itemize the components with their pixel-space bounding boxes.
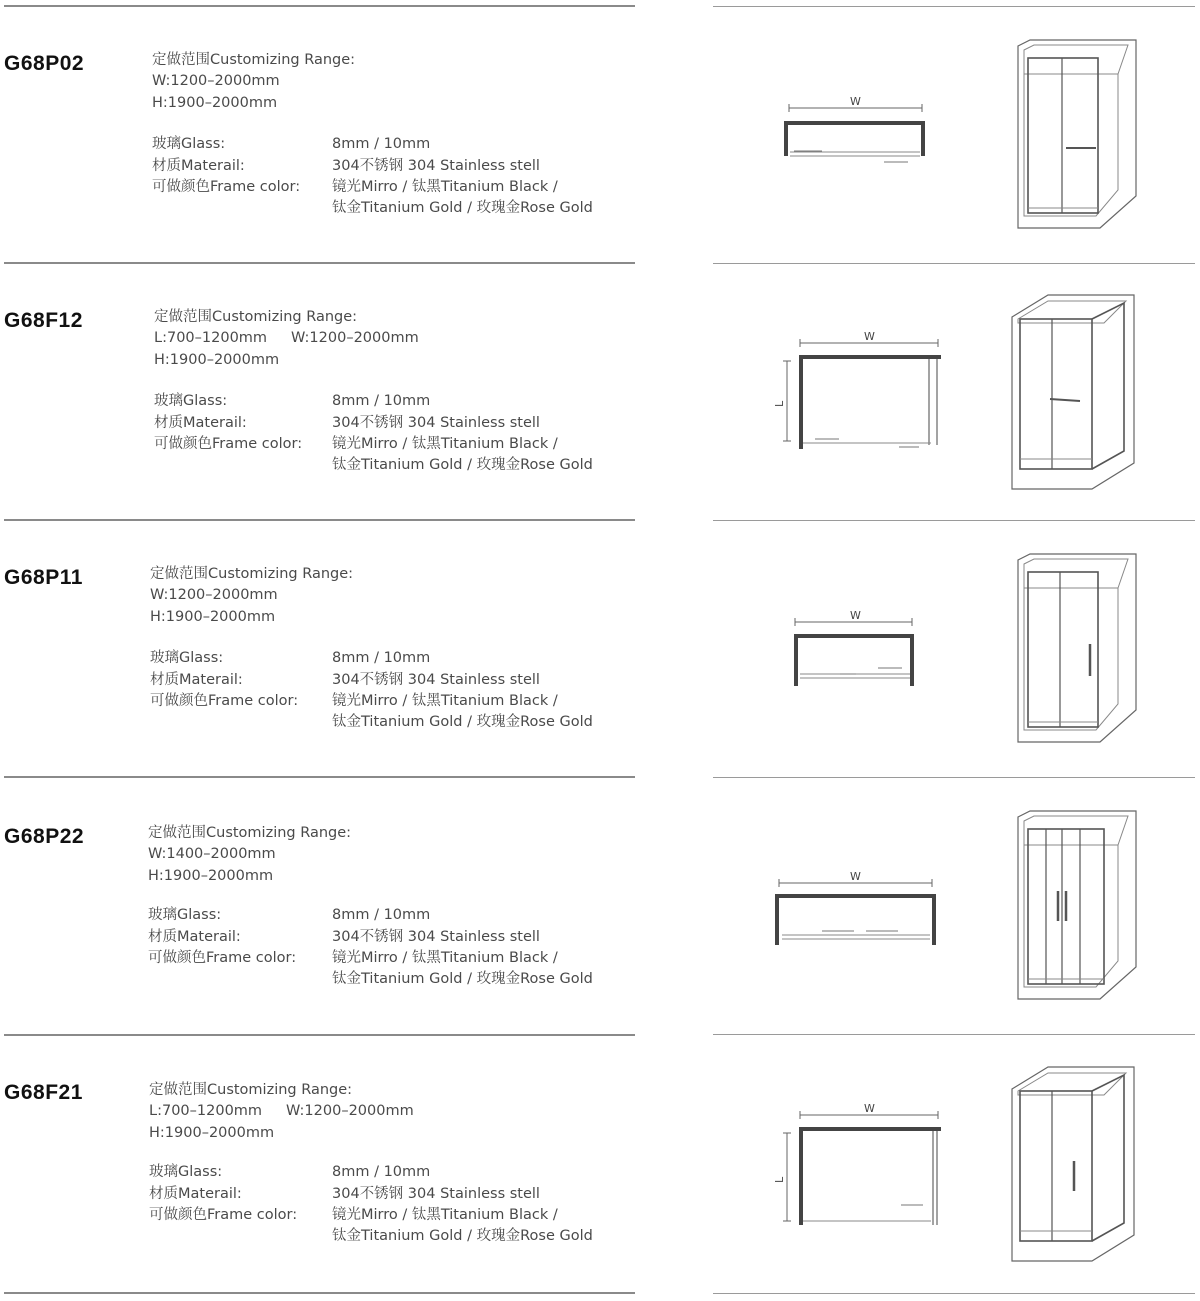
- glass-label: 玻璃Glass:: [149, 1164, 223, 1181]
- color-label: 可做颜色Frame color:: [148, 949, 297, 966]
- enclosure-3d-diagram: [1010, 552, 1140, 747]
- width-range: W:1200–2000mm: [291, 330, 419, 347]
- spec-block: [148, 823, 593, 991]
- color-value: 钛金Titanium Gold / 玫瑰金Rose Gold: [332, 457, 593, 474]
- color-value: 钛金Titanium Gold / 玫瑰金Rose Gold: [332, 714, 593, 731]
- height-range: H:1900–2000mm: [152, 94, 278, 111]
- spacer: [150, 628, 353, 648]
- length-width-range: [154, 328, 419, 349]
- material-value: 304不锈钢 304 Stainless stell: [332, 671, 540, 688]
- product-code: G68F12: [4, 309, 83, 332]
- width-range: W:1200–2000mm: [150, 587, 278, 604]
- plan-w-label: W: [850, 870, 861, 883]
- enclosure-3d-diagram: [1008, 293, 1143, 493]
- glass-value: 8mm / 10mm: [332, 1164, 431, 1181]
- glass-label: 玻璃Glass:: [150, 650, 224, 667]
- spacer: [148, 887, 351, 905]
- plan-w-label: W: [864, 330, 875, 343]
- material-value: 304不锈钢 304 Stainless stell: [332, 928, 540, 945]
- plan-w-label: W: [850, 609, 861, 622]
- height-range: H:1900–2000mm: [150, 608, 276, 625]
- color-value: 镜光Mirro / 钛黑Titanium Black /: [332, 1206, 558, 1223]
- plan-l-label: L: [773, 400, 786, 407]
- color-label: 可做颜色Frame color:: [149, 1206, 298, 1223]
- color-value: 钛金Titanium Gold / 玫瑰金Rose Gold: [332, 200, 593, 217]
- plan-view-diagram: [790, 608, 920, 688]
- row-divider-left: [4, 1292, 635, 1294]
- product-row-g68f21: [0, 1035, 1200, 1292]
- product-code: G68F21: [4, 1081, 83, 1104]
- color-row: [149, 1205, 558, 1226]
- glass-label: 玻璃Glass:: [152, 136, 226, 153]
- glass-value: 8mm / 10mm: [332, 136, 431, 153]
- color-value: 镜光Mirro / 钛黑Titanium Black /: [332, 178, 558, 195]
- color-value: 镜光Mirro / 钛黑Titanium Black /: [332, 949, 558, 966]
- material-label: 材质Materail:: [148, 928, 241, 945]
- plan-view-diagram: [765, 329, 945, 459]
- spec-block: [149, 1080, 593, 1248]
- spec-block: [154, 307, 593, 477]
- product-code: G68P22: [4, 825, 85, 848]
- color-label: 可做颜色Frame color:: [152, 178, 301, 195]
- color-row: [150, 691, 558, 712]
- color-row-2: [148, 969, 593, 990]
- glass-row: [152, 134, 431, 155]
- glass-row: [154, 391, 431, 412]
- material-value: 304不锈钢 304 Stainless stell: [332, 1185, 540, 1202]
- color-row: [154, 434, 558, 455]
- width-range: W:1400–2000mm: [148, 846, 276, 863]
- range-label: 定做范围Customizing Range:: [150, 566, 354, 582]
- length-range: L:700–1200mm: [154, 330, 268, 347]
- length-width-range: [149, 1101, 414, 1122]
- spacer: [149, 1144, 414, 1162]
- color-value: 钛金Titanium Gold / 玫瑰金Rose Gold: [332, 1228, 593, 1245]
- product-row-g68p22: [0, 777, 1200, 1034]
- color-row-2: [150, 712, 593, 733]
- product-row-g68p11: [0, 520, 1200, 777]
- spacer: [154, 371, 419, 391]
- range-label: 定做范围Customizing Range:: [154, 309, 358, 325]
- color-label: 可做颜色Frame color:: [154, 435, 303, 452]
- material-label: 材质Materail:: [150, 671, 243, 688]
- row-divider-right: [713, 1293, 1195, 1294]
- enclosure-3d-diagram: [1008, 1065, 1143, 1265]
- plan-l-label: L: [773, 1176, 786, 1183]
- width-range: W:1200–2000mm: [286, 1103, 414, 1120]
- color-value: 镜光Mirro / 钛黑Titanium Black /: [332, 435, 558, 452]
- material-label: 材质Materail:: [152, 157, 245, 174]
- color-row-2: [154, 455, 593, 476]
- range-label: 定做范围Customizing Range:: [152, 52, 356, 68]
- product-code: G68P02: [4, 52, 85, 75]
- color-value: 钛金Titanium Gold / 玫瑰金Rose Gold: [332, 971, 593, 988]
- height-range: H:1900–2000mm: [148, 867, 274, 884]
- glass-value: 8mm / 10mm: [332, 650, 431, 667]
- material-row: [152, 156, 540, 177]
- plan-view-diagram: [765, 1101, 945, 1231]
- glass-label: 玻璃Glass:: [154, 393, 228, 410]
- product-row-g68p02: [0, 6, 1200, 263]
- plan-w-label: W: [864, 1102, 875, 1115]
- enclosure-3d-diagram: [1010, 809, 1140, 1004]
- length-range: L:700–1200mm: [149, 1103, 263, 1120]
- color-value: 镜光Mirro / 钛黑Titanium Black /: [332, 692, 558, 709]
- material-row: [150, 670, 540, 691]
- material-row: [148, 927, 540, 948]
- material-row: [149, 1184, 540, 1205]
- glass-value: 8mm / 10mm: [332, 907, 431, 924]
- range-label: 定做范围Customizing Range:: [148, 825, 352, 841]
- material-value: 304不锈钢 304 Stainless stell: [332, 414, 540, 431]
- height-range: H:1900–2000mm: [154, 351, 280, 368]
- spacer: [152, 114, 355, 134]
- glass-label: 玻璃Glass:: [148, 907, 222, 924]
- color-label: 可做颜色Frame color:: [150, 692, 299, 709]
- plan-w-label: W: [850, 95, 861, 108]
- glass-row: [149, 1162, 431, 1183]
- plan-view-diagram: [780, 94, 930, 174]
- product-code: G68P11: [4, 566, 83, 589]
- glass-value: 8mm / 10mm: [332, 393, 431, 410]
- color-row-2: [149, 1226, 593, 1247]
- glass-row: [150, 648, 431, 669]
- material-label: 材质Materail:: [149, 1185, 242, 1202]
- color-row: [152, 177, 558, 198]
- product-row-g68f12: [0, 263, 1200, 520]
- material-row: [154, 413, 540, 434]
- height-range: H:1900–2000mm: [149, 1124, 275, 1141]
- material-value: 304不锈钢 304 Stainless stell: [332, 157, 540, 174]
- color-row: [148, 948, 558, 969]
- range-label: 定做范围Customizing Range:: [149, 1082, 353, 1098]
- spec-block: [152, 50, 593, 220]
- plan-view-diagram: [770, 865, 940, 955]
- glass-row: [148, 905, 431, 926]
- width-range: W:1200–2000mm: [152, 73, 280, 90]
- spec-block: [150, 564, 593, 734]
- enclosure-3d-diagram: [1010, 38, 1140, 233]
- material-label: 材质Materail:: [154, 414, 247, 431]
- color-row-2: [152, 198, 593, 219]
